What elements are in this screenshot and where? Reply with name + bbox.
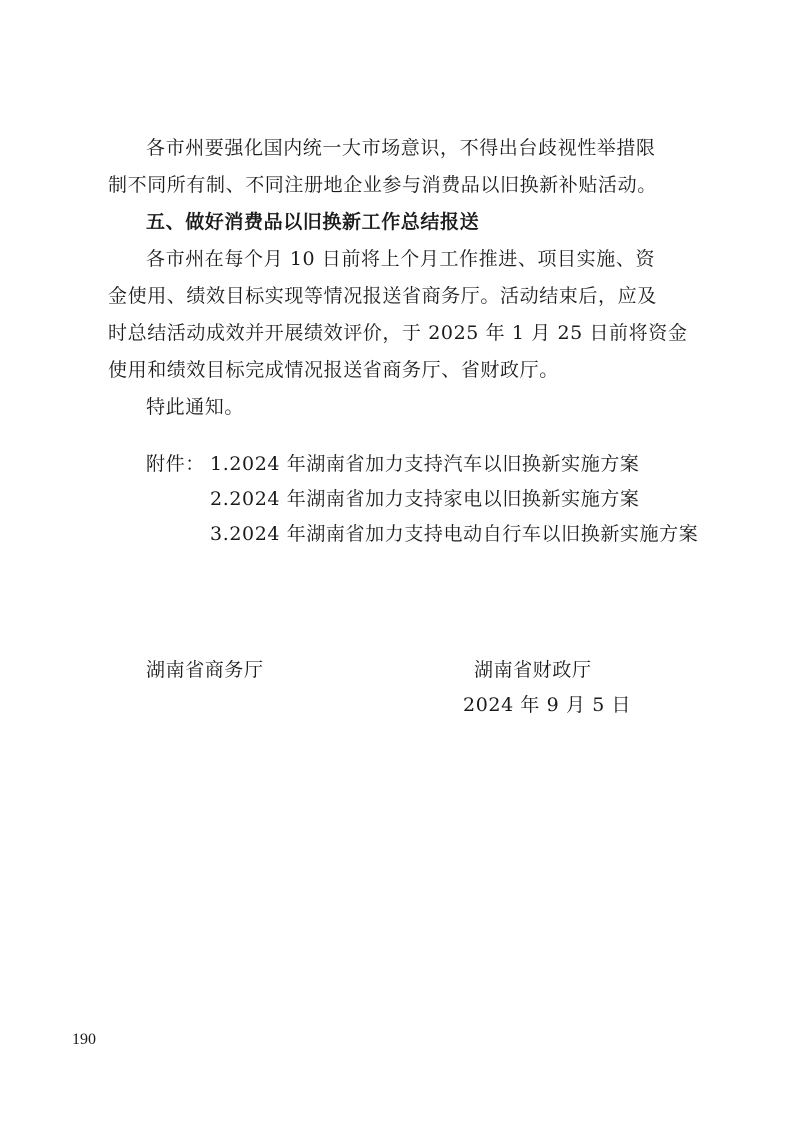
paragraph-line: 使用和绩效目标完成情况报送省商务厅、省财政厅。 xyxy=(108,359,559,381)
signature-commerce-dept: 湖南省商务厅 xyxy=(146,659,264,681)
paragraph-line: 时总结活动成效并开展绩效评价，于 2025 年 1 月 25 日前将资金 xyxy=(108,322,688,344)
closing-notice: 特此通知。 xyxy=(146,396,245,418)
page-number: 190 xyxy=(72,1031,96,1048)
section-heading: 五、做好消费品以旧换新工作总结报送 xyxy=(146,211,480,233)
paragraph-line: 各市州要强化国内统一大市场意识，不得出台歧视性举措限 xyxy=(146,137,656,159)
paragraph-line: 各市州在每个月 10 日前将上个月工作推进、项目实施、资 xyxy=(146,248,656,270)
signature-finance-dept: 湖南省财政厅 xyxy=(474,659,592,681)
attachment-item: 1.2024 年湖南省加力支持汽车以旧换新实施方案 xyxy=(210,453,640,475)
paragraph-line: 金使用、绩效目标实现等情况报送省商务厅。活动结束后，应及 xyxy=(108,285,657,307)
attachment-item: 2.2024 年湖南省加力支持家电以旧换新实施方案 xyxy=(210,488,640,510)
attachments-label: 附件： xyxy=(146,453,205,475)
signature-date: 2024 年 9 月 5 日 xyxy=(463,694,632,716)
paragraph-line: 制不同所有制、不同注册地企业参与消费品以旧换新补贴活动。 xyxy=(108,174,657,196)
attachment-item: 3.2024 年湖南省加力支持电动自行车以旧换新实施方案 xyxy=(210,523,699,545)
